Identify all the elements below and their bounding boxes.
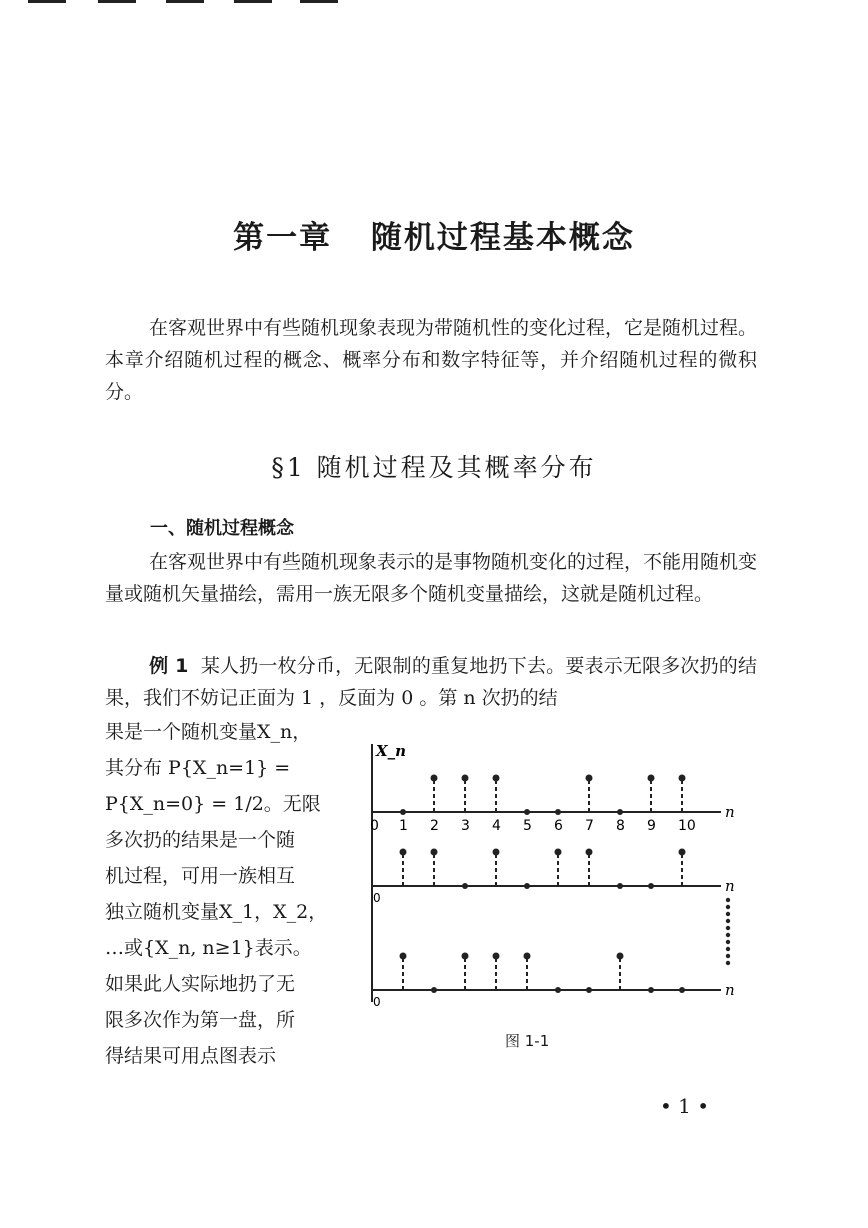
example-label: 例 1	[149, 655, 189, 677]
y-axis-label: X_n	[376, 742, 407, 760]
point-one	[400, 953, 407, 960]
point-zero	[431, 987, 437, 993]
x-axis-label: n	[725, 877, 735, 895]
point-zero	[555, 809, 561, 815]
point-zero	[524, 809, 530, 815]
point-one	[493, 849, 500, 856]
continuation-dot	[726, 961, 730, 965]
point-one	[493, 775, 500, 782]
point-one	[431, 775, 438, 782]
narrow-line: 得结果可用点图表示	[105, 1045, 277, 1067]
point-one	[400, 849, 407, 856]
narrow-text-column	[105, 714, 337, 1074]
point-one	[524, 953, 531, 960]
point-one	[462, 953, 469, 960]
point-zero	[679, 987, 685, 993]
continuation-dot	[726, 940, 730, 944]
narrow-line: P{X_n=0} = 1/2。无限	[105, 793, 321, 815]
page-number: • 1 •	[660, 1094, 710, 1118]
x-axis-label: n	[725, 981, 735, 999]
point-zero	[400, 809, 406, 815]
point-one	[462, 775, 469, 782]
subsection-heading: 一、随机过程概念	[150, 518, 294, 539]
chapter-title: 第一章 随机过程基本概念	[233, 220, 635, 256]
continuation-dot	[726, 898, 730, 902]
point-zero	[648, 987, 654, 993]
point-zero	[555, 987, 561, 993]
continuation-dot	[726, 905, 730, 909]
tick-label: 0	[373, 995, 381, 1009]
narrow-line: 独立随机变量X_1，X_2，	[105, 901, 328, 923]
narrow-line: 果是一个随机变量X_n，	[105, 721, 312, 743]
tick-label: 1	[399, 818, 408, 834]
point-zero	[524, 883, 530, 889]
intro-paragraph: 在客观世界中有些随机现象表现为带随机性的变化过程，它是随机过程。本章介绍随机过程的概念、概率分布和数字特征等，并介绍随机过程的微积分。	[105, 317, 758, 403]
point-one	[431, 849, 438, 856]
point-one	[648, 775, 655, 782]
continuation-dot	[726, 912, 730, 916]
tick-label: 10	[678, 818, 696, 834]
narrow-line: 其分布 P{X_n=1} =	[105, 757, 291, 779]
paragraph-1: 在客观世界中有些随机现象表示的是事物随机变化的过程，不能用随机变量或随机矢量描绘，需用一族无限多个随机变量描绘，这就是随机过程。	[105, 551, 758, 605]
continuation-dot	[726, 947, 730, 951]
point-zero	[648, 883, 654, 889]
narrow-line: …或{X_n, n≥1}表示。	[105, 937, 312, 959]
point-one	[586, 775, 593, 782]
tick-label: 0	[370, 818, 379, 834]
point-one	[679, 775, 686, 782]
tick-label: 7	[585, 818, 594, 834]
tick-label: 9	[647, 818, 656, 834]
figure-1-1	[360, 740, 740, 1010]
point-zero	[617, 809, 623, 815]
narrow-line: 如果此人实际地扔了无	[105, 973, 296, 995]
continuation-dot	[726, 954, 730, 958]
narrow-line: 多次扔的结果是一个随	[105, 829, 296, 851]
tick-label: 2	[430, 818, 439, 834]
continuation-dot	[726, 919, 730, 923]
tick-label: 8	[616, 818, 625, 834]
tick-label: 4	[492, 818, 501, 834]
continuation-dot	[726, 926, 730, 930]
tick-label: 6	[554, 818, 563, 834]
tick-label: 3	[461, 818, 470, 834]
point-one	[679, 849, 686, 856]
narrow-line: 机过程，可用一族相互	[105, 865, 296, 887]
point-zero	[462, 883, 468, 889]
x-axis-label: n	[725, 803, 735, 821]
point-one	[617, 953, 624, 960]
example-1: 例 1 某人扔一枚分币，无限制的重复地扔下去。要表示无限多次扔的结果，我们不妨记正面为 1 ，反面为 0 。第 n 次扔的结	[105, 655, 757, 709]
tick-label: 0	[373, 891, 381, 905]
tick-label: 5	[523, 818, 532, 834]
point-one	[493, 953, 500, 960]
point-one	[586, 849, 593, 856]
figure-caption: 图 1-1	[505, 1032, 550, 1050]
point-one	[555, 849, 562, 856]
point-plot	[360, 740, 740, 1010]
continuation-dot	[726, 933, 730, 937]
narrow-line: 限多次作为第一盘，所	[105, 1009, 296, 1031]
point-zero	[586, 987, 592, 993]
point-zero	[617, 883, 623, 889]
section-title: §1 随机过程及其概率分布	[271, 453, 597, 482]
